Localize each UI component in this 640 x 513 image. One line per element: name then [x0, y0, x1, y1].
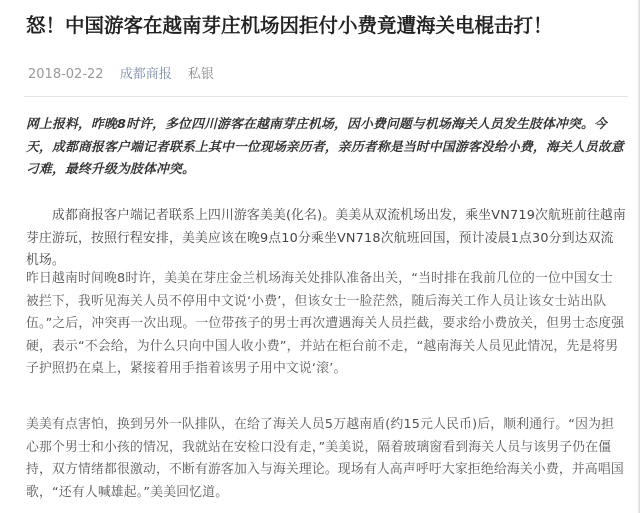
body-paragraph-1: 成都商报客户端记者联系上四川游客美美(化名)。美美从双流机场出发，乘坐VN719次航班前往越南芽庄游玩，按照行程安排，美美应该在晚9点10分乘坐VN718次航班回国，预计凌晨1点30分到达双流机场。 [26, 208, 627, 268]
article-meta [28, 66, 226, 84]
source-link[interactable]: 成都商报 [119, 67, 172, 82]
author-name: 私银 [187, 67, 214, 82]
lead-paragraph: 网上报料，昨晚8时许，多位四川游客在越南芽庄机场，因小费问题与机场海关人员发生肢体冲突。今天，成都商报客户端记者联系上其中一位现场亲历者，亲历者称是当时中国游客没给小费，海关人员故意刁难，最终升级为肢体冲突。 [26, 117, 624, 177]
body-paragraph-2: 昨日越南时间晚8时许，美美在芽庄金兰机场海关处排队准备出关，“当时排在我前几位的一位中国女士被拦下，我听见海关人员不停用中文说‘小费’，但该女士一脸茫然，随后海关工作人员让该女士站出队伍。”之后，冲突再一次出现。一位带孩子的男士再次遭遇海关人员拦截，要求给小费放关，但男士态度强硬，表示“不会给，为什么只向中国人收小费”，并站在柜台前不走，“越南海关人员见此情况，先是将男子护照扔在桌上，紧接着用手指着该男子用中文说‘滚’。 [26, 271, 625, 376]
article-title: 怒！中国游客在越南芽庄机场因拒付小费竟遭海关电棍击打！ [26, 14, 553, 37]
divider [24, 96, 628, 97]
publish-date: 2018-02-22 [28, 67, 104, 82]
body-paragraph-3: 美美有点害怕，换到另外一队排队，在给了海关人员5万越南盾(约15元人民币)后，顺利通行。“因为担心那个男士和小孩的情况，我就站在安检口没有走，”美美说，隔着玻璃窗看到海关人员与该男子仍在僵持，双方情绪都很激动，不断有游客加入与海关理论。现场有人高声呼吁大家拒绝给海关小费，并高唱国歌，“还有人喊雄起。”美美回忆道。 [26, 417, 624, 500]
